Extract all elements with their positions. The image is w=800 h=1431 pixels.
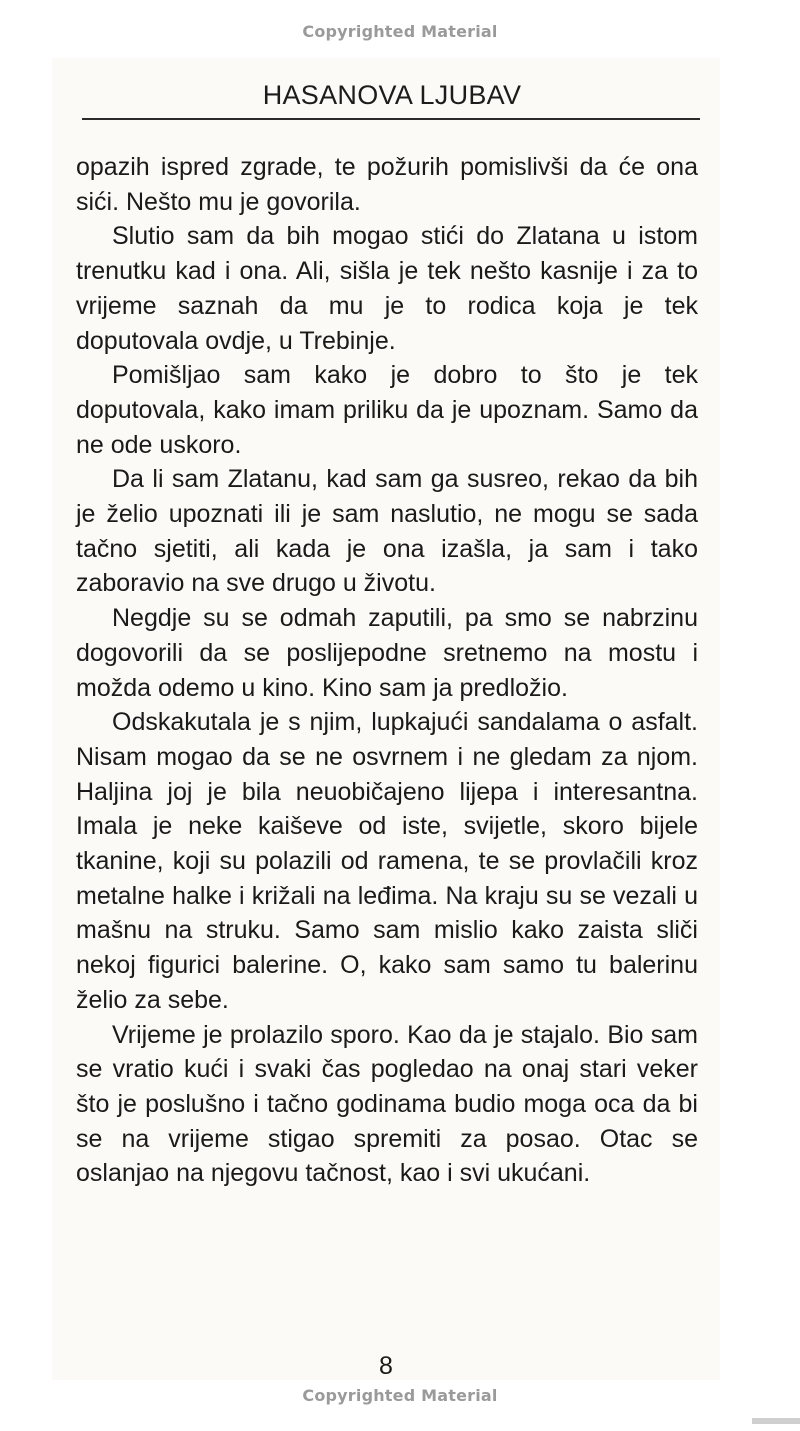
book-page bbox=[52, 58, 720, 1380]
scan-edge-mark bbox=[752, 1418, 800, 1424]
copyright-watermark-bottom: Copyrighted Material bbox=[302, 1386, 498, 1405]
running-title: HASANOVA LJUBAV bbox=[262, 80, 522, 110]
paragraph-continued: opazih ispred zgrade, te požurih pomislivši da će ona sići. Nešto mu je govorila. bbox=[76, 153, 698, 216]
paragraph: Negdje su se odmah zaputili, pa smo se nabrzinu dogovorili da se poslijepodne sretnemo na mostu i možda odemo u kino. Kino sam ja predložio. bbox=[76, 604, 698, 702]
body-text bbox=[76, 150, 698, 1191]
header-rule bbox=[82, 118, 700, 120]
copyright-watermark-top: Copyrighted Material bbox=[302, 22, 498, 41]
paragraph: Pomišljao sam kako je dobro to što je tek doputovala, kako imam priliku da je upoznam. Samo da ne ode uskoro. bbox=[76, 361, 698, 459]
paragraph: Slutio sam da bih mogao stići do Zlatana u istom trenutku kad i ona. Ali, sišla je tek nešto kasnije i za to vrijeme saznah da mu je to rodica koja je tek doputovala ovdje, u Trebinje. bbox=[76, 222, 698, 355]
page-number: 8 bbox=[379, 1352, 393, 1380]
paragraph: Vrijeme je prolazilo sporo. Kao da je stajalo. Bio sam se vratio kući i svaki čas pogledao na onaj stari veker što je poslušno i tačno godinama budio moga oca da bi se na vrijeme stigao spremiti za posao. Otac se oslanjao na njegovu tačnost, kao i svi ukućani. bbox=[76, 1020, 698, 1188]
paragraph: Da li sam Zlatanu, kad sam ga susreo, rekao da bih je želio upoznati ili je sam naslutio, ne mogu se sada tačno sjetiti, ali kada je ona izašla, ja sam i tako zaboravio na sve drugo u životu. bbox=[76, 465, 698, 598]
paragraph: Odskakutala je s njim, lupkajući sandalama o asfalt. Nisam mogao da se ne osvrnem i ne gledam za njom. Haljina joj je bila neuobičajeno lijepa i interesantna. Imala je neke kaiševe od iste, svijetle, skoro bijele tkanine, koji su polazili od ramena, te se provlačili kroz metalne halke i križali na leđima. Na kraju su se vezali u mašnu na struku. Samo sam mislio kako zaista sliči nekoj figurici balerine. O, kako sam samo tu balerinu želio za sebe. bbox=[76, 708, 698, 1014]
